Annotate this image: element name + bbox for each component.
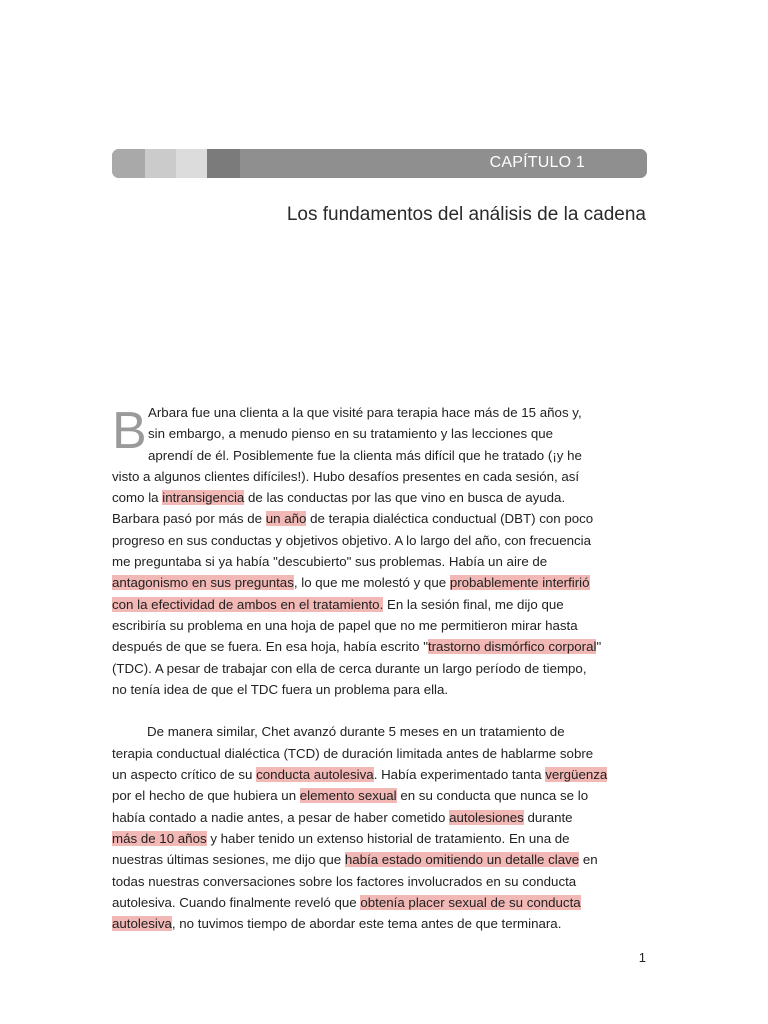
text-span: " (596, 639, 602, 655)
text-line: no tenía idea de que el TDC fuera un problema para ella. (112, 681, 449, 697)
text-span: un aspecto crítico de su (112, 767, 257, 783)
text-span: en (579, 852, 598, 868)
text-line: me preguntaba si ya había "descubierto" sus problemas. Había un aire de (112, 554, 548, 570)
paragraph-2 (112, 721, 657, 934)
paragraph-gap (112, 700, 657, 721)
text-span: por el hecho de que hubiera un (112, 788, 300, 804)
highlight: había estado omitiendo un detalle clave (344, 852, 580, 868)
text-line (112, 785, 657, 806)
text-line: De manera similar, Chet avanzó durante 5 meses en un tratamiento de (147, 724, 565, 740)
highlight: autolesiva (112, 916, 172, 932)
highlight: con la efectividad de ambos en el tratamiento. (112, 596, 384, 612)
text-span: había contado a nadie antes, a pesar de haber cometido (112, 809, 450, 825)
highlight: antagonismo en sus preguntas (112, 575, 294, 591)
highlight: elemento sexual (299, 788, 397, 804)
text-line (112, 913, 657, 934)
text-span: de terapia dialéctica conductual (DBT) con poco (306, 511, 594, 527)
chapter-label: CAPÍTULO 1 (489, 154, 585, 171)
highlight: autolesiones (449, 809, 524, 825)
text-span: como la (112, 490, 163, 506)
text-line: aprendí de él. Posiblemente fue la clienta más difícil que he tratado (¡y he (148, 447, 582, 463)
bar-segment (207, 149, 240, 178)
text-line: escribiría su problema en una hoja de papel que no me permitieron mirar hasta (112, 617, 578, 633)
text-line (112, 764, 657, 785)
text-span: , lo que me molestó y que (293, 575, 450, 591)
highlight: conducta autolesiva (256, 767, 374, 783)
bar-segment (240, 149, 647, 178)
highlight: probablemente interfirió (449, 575, 590, 591)
text-line (112, 594, 657, 615)
text-line: progreso en sus conductas y objetivos objetivo. A lo largo del año, con frecuencia (112, 532, 591, 548)
text-line (112, 892, 657, 913)
text-line (112, 828, 657, 849)
text-span: autolesiva. Cuando finalmente reveló que (112, 894, 361, 910)
text-line (112, 487, 657, 508)
text-line: sin embargo, a menudo pienso en su tratamiento y las lecciones que (148, 426, 554, 442)
highlight: intransigencia (162, 490, 245, 506)
page-number: 1 (638, 950, 646, 965)
bar-segment (176, 149, 207, 178)
text-span: durante (523, 809, 573, 825)
text-line: (TDC). A pesar de trabajar con ella de cerca durante un largo período de tiempo, (112, 660, 587, 676)
text-span: de las conductas por las que vino en busca de ayuda. (244, 490, 566, 506)
text-line (112, 636, 657, 657)
text-line (112, 807, 657, 828)
text-span: . Había experimentado tanta (373, 767, 546, 783)
bar-segment (112, 149, 145, 178)
highlight: vergüenza (545, 767, 608, 783)
text-span: , no tuvimos tiempo de abordar este tema antes de que terminara. (171, 916, 562, 932)
drop-cap: B (112, 402, 147, 460)
text-line (112, 572, 657, 593)
text-span: en su conducta que nunca se lo (396, 788, 589, 804)
paragraph-1 (112, 402, 657, 700)
text-span: después de que se fuera. En esa hoja, había escrito " (112, 639, 428, 655)
text-span: y haber tenido un extenso historial de tratamiento. En una de (206, 830, 570, 846)
text-line (112, 508, 657, 529)
chapter-title: Los fundamentos del análisis de la cadena (286, 204, 646, 225)
highlight: obtenía placer sexual de su conducta (360, 894, 581, 910)
text-line: terapia conductual dialéctica (TCD) de duración limitada antes de hablarme sobre (112, 745, 594, 761)
text-line: Arbara fue una clienta a la que visité para terapia hace más de 15 años y, (148, 405, 582, 420)
highlight: más de 10 años (112, 830, 207, 846)
text-line (112, 849, 657, 870)
text-span: Barbara pasó por más de (112, 511, 266, 527)
highlight: trastorno dismórfico corporal (427, 639, 597, 655)
text-span: nuestras últimas sesiones, me dijo que (112, 852, 345, 868)
text-line: visto a algunos clientes difíciles!). Hubo desafíos presentes en cada sesión, así (112, 468, 580, 484)
text-span: En la sesión final, me dijo que (383, 596, 564, 612)
bar-segment (145, 149, 176, 178)
highlight: un año (265, 511, 307, 527)
text-line: todas nuestras conversaciones sobre los factores involucrados en su conducta (112, 873, 577, 889)
body-text (112, 402, 657, 934)
chapter-header-bar (112, 149, 647, 178)
